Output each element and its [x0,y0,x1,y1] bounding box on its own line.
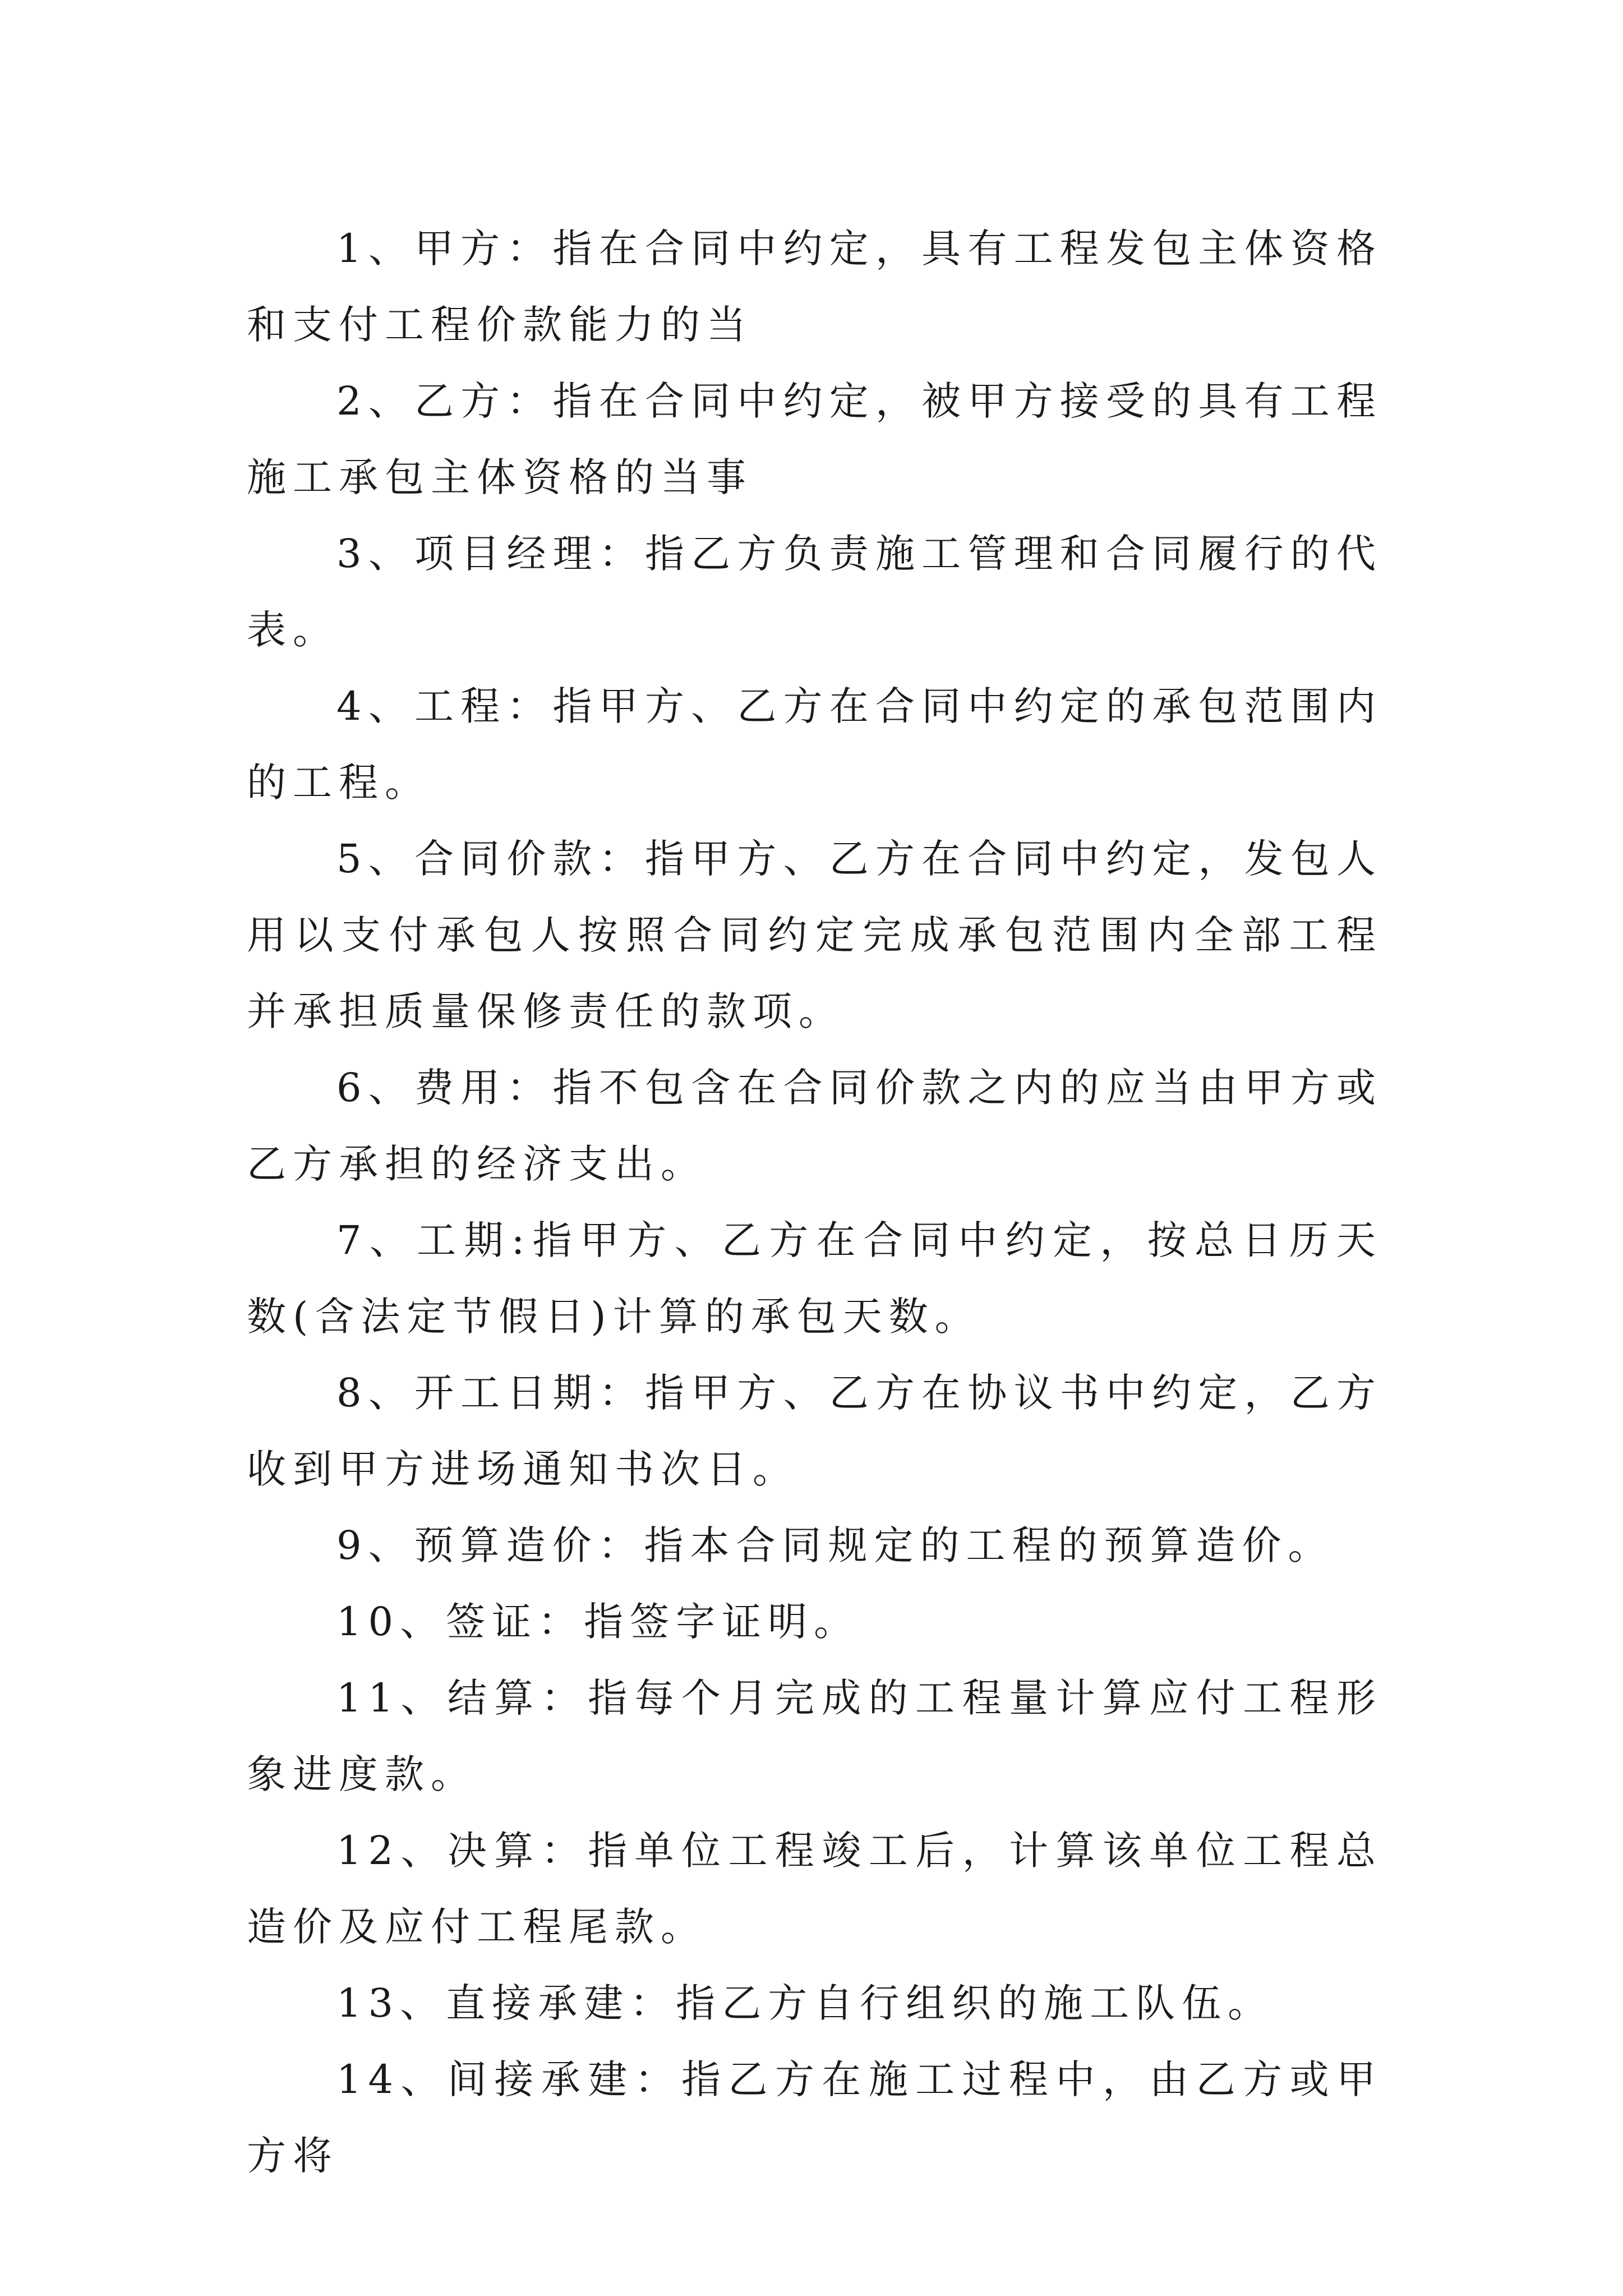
paragraph-6: 6、费用：指不包含在合同价款之内的应当由甲方或乙方承担的经济支出。 [247,1065,1382,1187]
paragraph-2: 2、乙方：指在合同中约定，被甲方接受的具有工程施工承包主体资格的当事 [247,378,1382,500]
paragraph-11: 11、结算：指每个月完成的工程量计算应付工程形象进度款。 [247,1675,1382,1797]
paragraph-10: 10、签证：指签字证明。 [336,1599,860,1645]
paragraph-13: 13、直接承建：指乙方自行组织的施工队伍。 [336,1980,1274,2026]
paragraph-8: 8、开工日期：指甲方、乙方在协议书中约定，乙方收到甲方进场通知书次日。 [247,1370,1382,1492]
paragraph-1: 1、甲方：指在合同中约定，具有工程发包主体资格和支付工程价款能力的当 [247,226,1382,348]
paragraph-12: 12、决算：指单位工程竣工后，计算该单位工程总造价及应付工程尾款。 [247,1828,1382,1950]
paragraph-9: 9、预算造价：指本合同规定的工程的预算造价。 [336,1522,1334,1568]
paragraph-14: 14、间接承建：指乙方在施工过程中，由乙方或甲方将 [247,2056,1382,2179]
paragraph-7: 7、工期:指甲方、乙方在合同中约定，按总日历天数(含法定节假日)计算的承包天数。 [247,1217,1382,1340]
paragraph-5: 5、合同价款：指甲方、乙方在合同中约定，发包人用以支付承包人按照合同约定完成承包范围内全部工程并承担质量保修责任的款项。 [247,836,1382,1034]
paragraph-3: 3、项目经理：指乙方负责施工管理和合同履行的代表。 [247,531,1382,653]
paragraph-4: 4、工程：指甲方、乙方在合同中约定的承包范围内的工程。 [247,683,1382,806]
document-body [247,210,1382,2194]
